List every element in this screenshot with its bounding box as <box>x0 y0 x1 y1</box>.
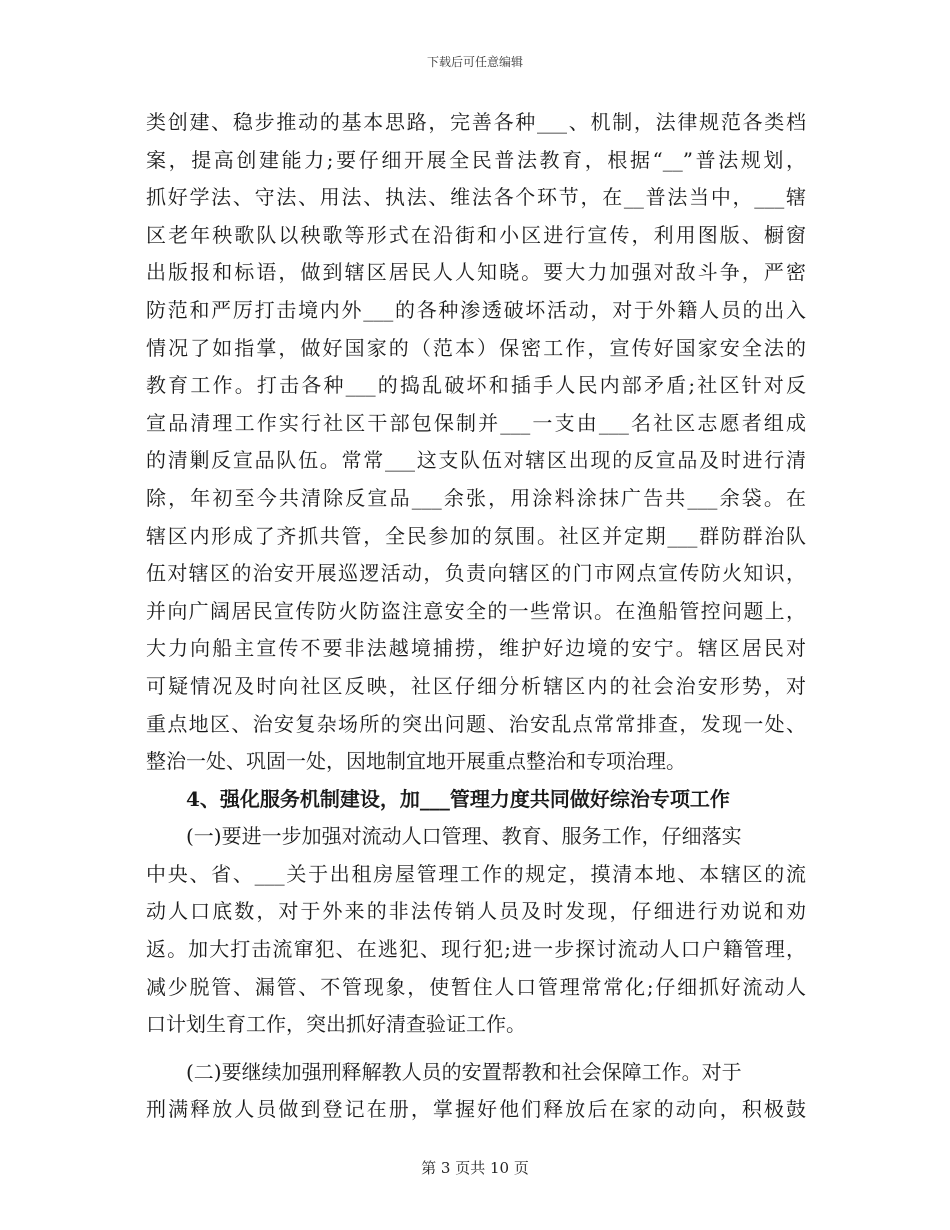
page-header: 下载后可任意编辑 <box>426 55 523 69</box>
page-footer: 第 3 页共 10 页 <box>421 1159 529 1177</box>
body-line: 案，提高创建能力;要仔细开展全民普法教育，根据“__”普法规划， <box>146 147 806 172</box>
body-line: 重点地区、治安复杂场所的突出问题、治安乱点常常排查，发现一处、 <box>146 711 806 736</box>
body-line: 出版报和标语，做到辖区居民人人知晓。要大力加强对敌斗争，严密 <box>146 260 806 285</box>
body-line: 教育工作。打击各种___的捣乱破坏和插手人民内部矛盾;社区针对反 <box>146 373 806 398</box>
body-line: 伍对辖区的治安开展巡逻活动，负责向辖区的门市网点宣传防火知识， <box>146 561 806 586</box>
section-heading: 4、强化服务机制建设，加___管理力度共同做好综治专项工作 <box>186 786 730 811</box>
body-line: 中央、省、___关于出租房屋管理工作的规定，摸清本地、本辖区的流 <box>146 861 806 886</box>
paragraph-gap <box>146 1044 806 1054</box>
body-line: (一)要进一步加强对流动人口管理、教育、服务工作，仔细落实 <box>186 824 742 849</box>
body-line: 的清剿反宣品队伍。常常___这支队伍对辖区出现的反宣品及时进行清 <box>146 448 806 473</box>
body-line: 辖区内形成了齐抓共管，全民参加的氛围。社区并定期___群防群治队 <box>146 523 806 548</box>
body-line: 返。加大打击流窜犯、在逃犯、现行犯;进一步探讨流动人口户籍管理， <box>146 937 806 962</box>
body-line: 并向广阔居民宣传防火防盗注意安全的一些常识。在渔船管控问题上， <box>146 598 806 623</box>
body-line: 口计划生育工作，突出抓好清查验证工作。 <box>146 1012 526 1037</box>
body-line: 减少脱管、漏管、不管现象，使暂住人口管理常常化;仔细抓好流动人 <box>146 974 806 999</box>
body-line: 情况了如指掌，做好国家的（范本）保密工作，宣传好国家安全法的 <box>146 335 806 360</box>
body-line: 可疑情况及时向社区反映，社区仔细分析辖区内的社会治安形势，对 <box>146 673 806 698</box>
body-line: 刑满释放人员做到登记在册，掌握好他们释放后在家的动向，积极鼓 <box>146 1097 806 1122</box>
body-line: (二)要继续加强刑释解教人员的安置帮教和社会保障工作。对于 <box>186 1059 742 1084</box>
body-line: 动人口底数，对于外来的非法传销人员及时发现，仔细进行劝说和劝 <box>146 899 806 924</box>
body-line: 抓好学法、守法、用法、执法、维法各个环节，在__普法当中，___辖 <box>146 185 806 210</box>
document-body <box>146 104 806 1129</box>
body-line: 宣品清理工作实行社区干部包保制并___一支由___名社区志愿者组成 <box>146 410 806 435</box>
body-line: 区老年秧歌队以秧歌等形式在沿街和小区进行宣传，利用图版、橱窗 <box>146 222 806 247</box>
body-line: 防范和严厉打击境内外___的各种渗透破坏活动，对于外籍人员的出入 <box>146 297 806 322</box>
body-line: 除，年初至今共清除反宣品___余张，用涂料涂抹广告共___余袋。在 <box>146 485 806 510</box>
body-line: 整治一处、巩固一处，因地制宜地开展重点整治和专项治理。 <box>146 749 686 774</box>
body-line: 类创建、稳步推动的基本思路，完善各种___、机制，法律规范各类档 <box>146 110 806 134</box>
body-line: 大力向船主宣传不要非法越境捕捞，维护好边境的安宁。辖区居民对 <box>146 636 806 661</box>
